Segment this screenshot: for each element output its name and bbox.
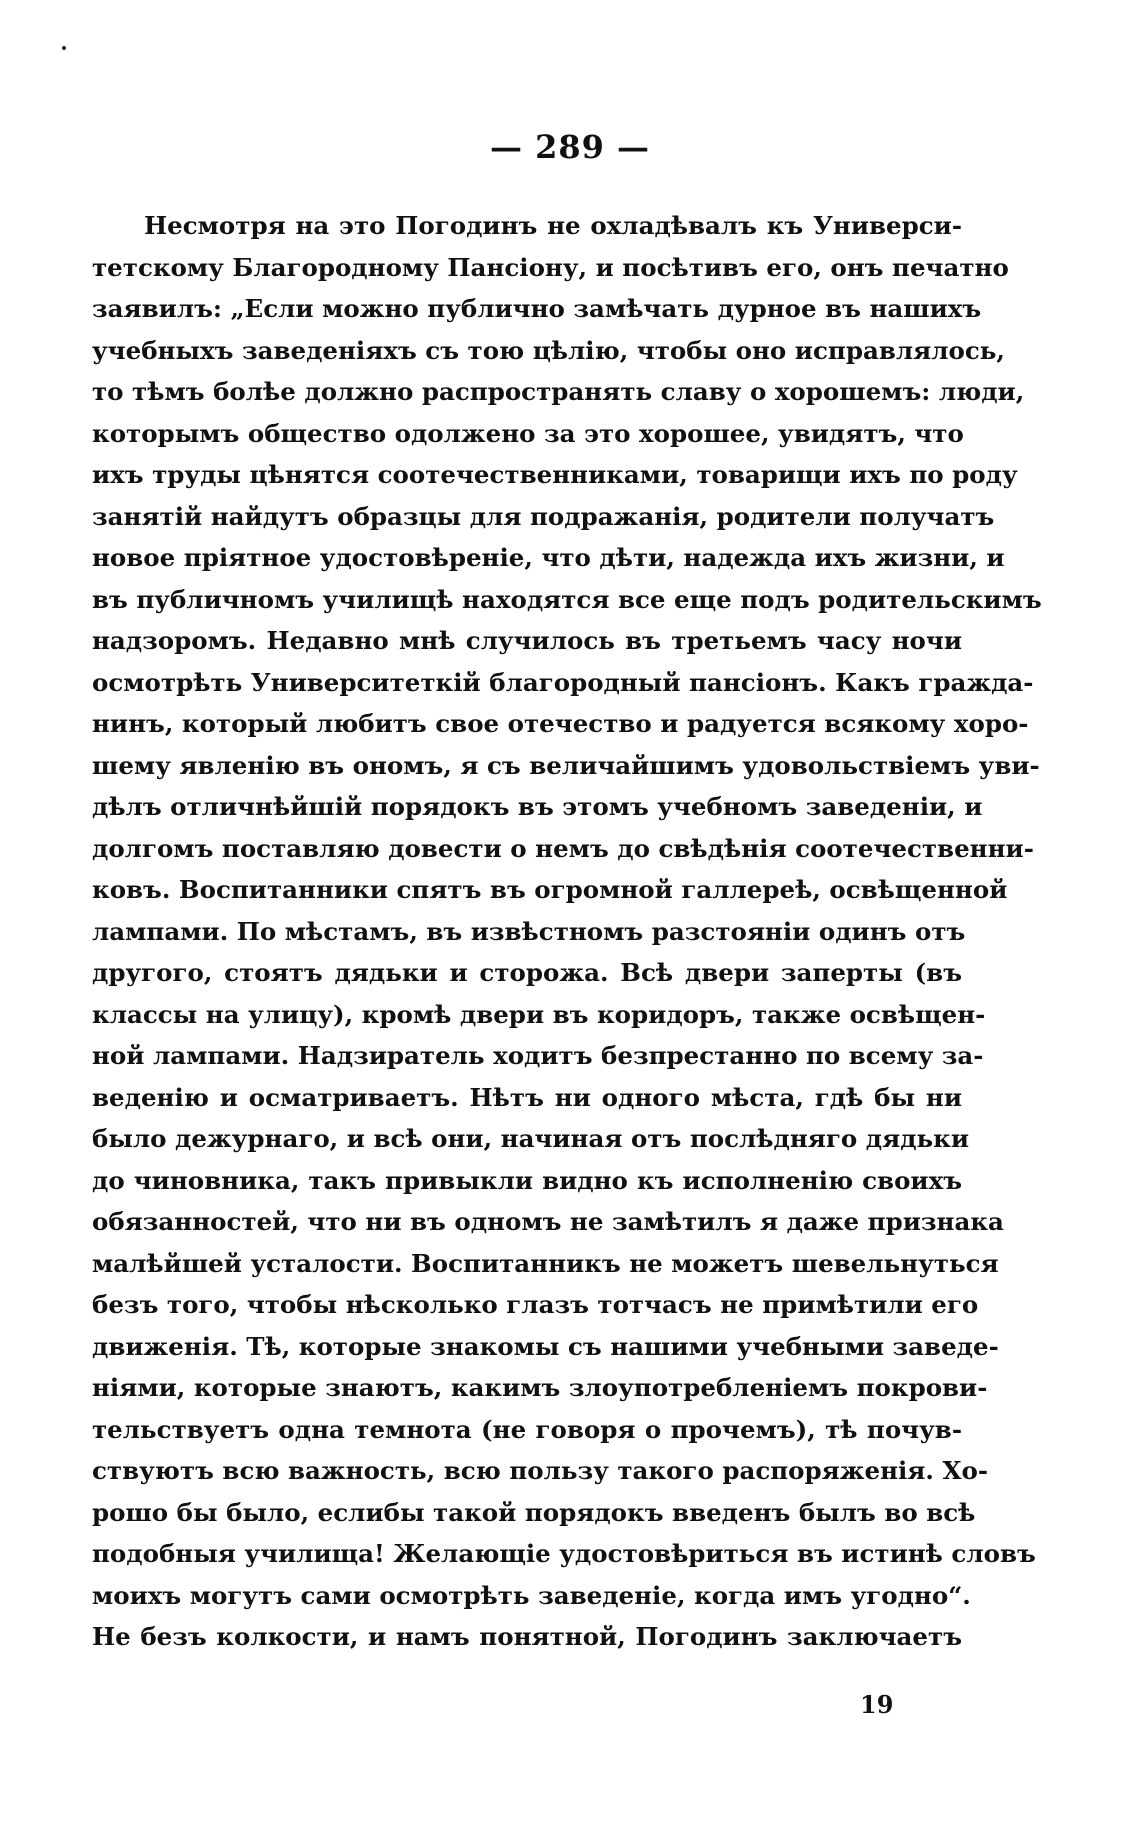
text-line: занятій найдутъ образцы для подражанія, родители получатъ: [92, 501, 995, 531]
text-line: тетскому Благородному Пансіону, и посѣтивъ его, онъ печатно: [92, 252, 1009, 282]
text-line: моихъ могутъ сами осмотрѣть заведеніе, когда имъ угодно“.: [92, 1580, 971, 1610]
text-line: въ публичномъ училищѣ находятся все еще подъ родительскимъ: [92, 584, 1042, 614]
text-line: учебныхъ заведеніяхъ съ тою цѣлію, чтобы оно исправлялось,: [92, 335, 1005, 365]
text-line: заявилъ: „Если можно публично замѣчать дурное въ нашихъ: [92, 294, 982, 323]
text-line: ствуютъ всю важность, всю пользу такого распоряженія. Хо-: [92, 1456, 988, 1485]
text-line: Не безъ колкости, и намъ понятной, Погодинъ заключаетъ: [92, 1622, 962, 1651]
text-line: классы на улицу), кромѣ двери въ коридоръ, также освѣщен-: [92, 999, 986, 1029]
text-line: было дежурнаго, и всѣ они, начиная отъ послѣдняго дядьки: [92, 1124, 970, 1153]
text-line: ной лампами. Надзиратель ходитъ безпрестанно по всему за-: [92, 1041, 984, 1070]
text-line: обязанностей, что ни въ одномъ не замѣтилъ я даже признака: [92, 1207, 1004, 1236]
text-line: надзоромъ. Недавно мнѣ случилось въ третьемъ часу ночи: [92, 626, 962, 655]
scan-speck: [62, 46, 66, 50]
text-line: лампами. По мѣстамъ, въ извѣстномъ разстояніи одинъ отъ: [92, 916, 966, 946]
text-line: ихъ труды цѣнятся соотечественниками, товарищи ихъ по роду: [92, 460, 1018, 489]
text-line: малѣйшей усталости. Воспитанникъ не можетъ шевельнуться: [92, 1248, 999, 1278]
page-number-header: — 289 —: [489, 128, 651, 166]
text-line: нинъ, который любитъ свое отечество и радуется всякому хоро-: [92, 709, 1029, 738]
text-line: до чиновника, такъ привыкли видно къ исполненію своихъ: [92, 1165, 962, 1195]
text-line: шему явленію въ ономъ, я съ величайшимъ удовольствіемъ уви-: [92, 750, 1040, 780]
body-text: [92, 205, 1042, 1658]
text-line: веденію и осматриваетъ. Нѣтъ ни одного мѣста, гдѣ бы ни: [92, 1082, 962, 1112]
text-line: ковъ. Воспитанники спятъ въ огромной галлереѣ, освѣщенной: [92, 875, 1008, 904]
text-line: тельствуетъ одна темнота (не говоря о прочемъ), тѣ почув-: [92, 1414, 962, 1444]
text-line: другого, стоятъ дядьки и сторожа. Всѣ двери заперты (въ: [92, 958, 962, 987]
signature-mark: 19: [860, 1690, 894, 1719]
text-line: которымъ общество одолжено за это хорошее, увидятъ, что: [92, 418, 964, 448]
text-line: новое пріятное удостовѣреніе, что дѣти, надежда ихъ жизни, и: [92, 543, 1005, 572]
text-line: Несмотря на это Погодинъ не охладѣвалъ къ Универси-: [144, 211, 962, 240]
text-line: рошо бы было, еслибы такой порядокъ введенъ былъ во всѣ: [92, 1497, 976, 1527]
text-line: осмотрѣть Университеткій благородный пансіонъ. Какъ гражда-: [92, 667, 1034, 697]
text-line: подобныя училища! Желающіе удостовѣриться въ истинѣ словъ: [92, 1539, 1036, 1568]
text-line: долгомъ поставляю довести о немъ до свѣдѣнія соотечественни-: [92, 833, 1034, 863]
text-line: ніями, которые знаютъ, какимъ злоупотребленіемъ покрови-: [92, 1373, 988, 1402]
text-line: безъ того, чтобы нѣсколько глазъ тотчасъ не примѣтили его: [92, 1290, 979, 1319]
text-line: движенія. Тѣ, которые знакомы съ нашими учебными заведе-: [92, 1331, 999, 1361]
text-line: то тѣмъ болѣе должно распространять славу о хорошемъ: люди,: [92, 377, 1025, 406]
text-line: дѣлъ отличнѣйшій порядокъ въ этомъ учебномъ заведеніи, и: [92, 792, 983, 821]
